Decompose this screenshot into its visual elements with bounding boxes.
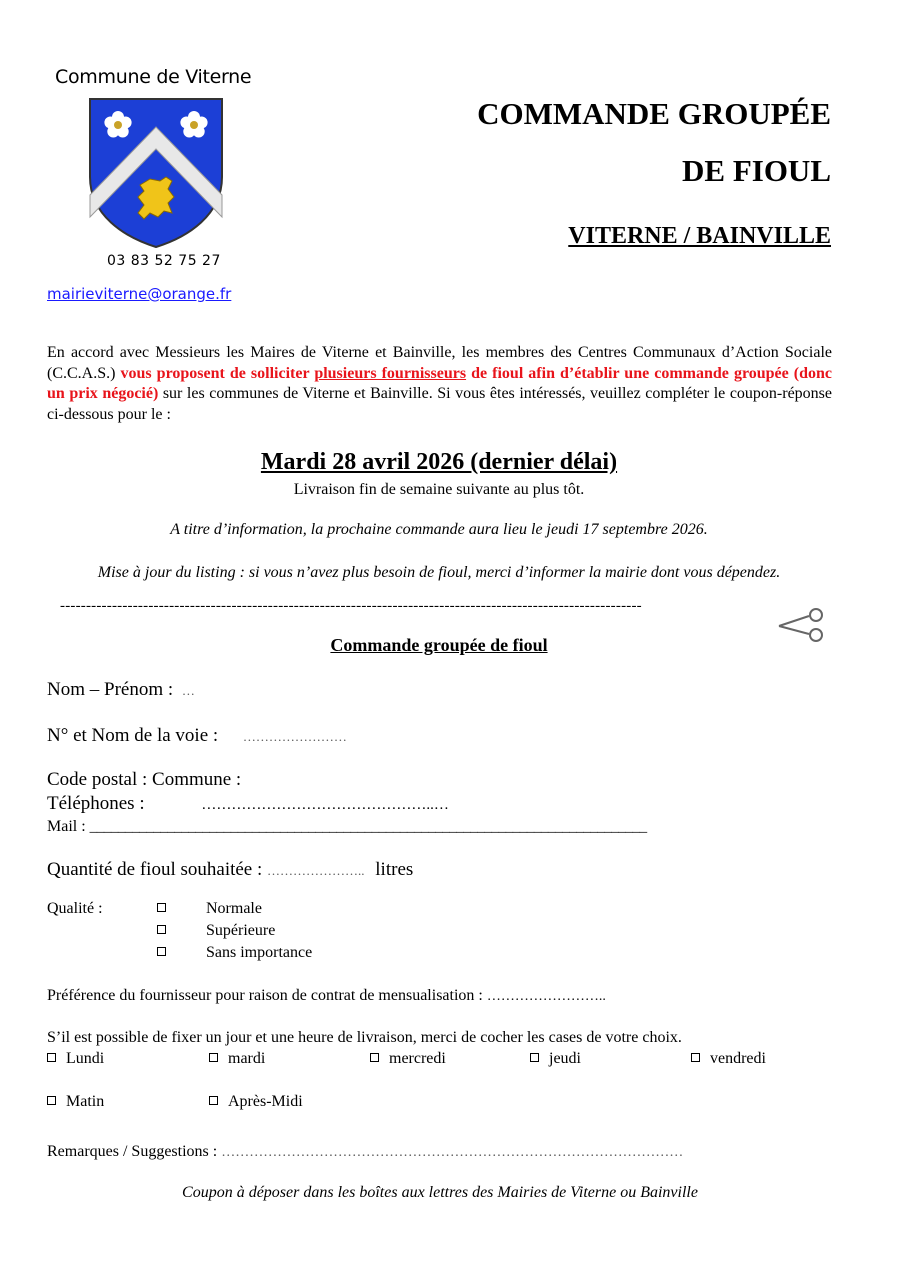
- quality-option-label: Sans importance: [206, 944, 313, 961]
- intro-text-5: sur les communes de Viterne et Bainville. Si vous êtes intéressés, veuillez compléter le coupon-réponse ci-dessous pour le :: [47, 385, 833, 423]
- postal-field[interactable]: [47, 769, 241, 791]
- day-option-jeudi[interactable]: [530, 1050, 581, 1068]
- email-link[interactable]: mairieviterne@orange.fr: [47, 285, 232, 303]
- intro-text-1: En accord avec Messieurs les Maires de Viterne et Bainville, les membres des Centres Communaux d’Action Sociale (C.C.A.S.): [47, 344, 832, 382]
- delivery-note: Livraison fin de semaine suivante au plus tôt.: [293, 481, 585, 498]
- next-order-info: A titre d’information, la prochaine commande aura lieu le jeudi 17 septembre 2026.: [170, 521, 708, 538]
- listing-info: Mise à jour du listing : si vous n’avez plus besoin de fioul, merci d’informer la mairie dont vous dépendez.: [97, 564, 781, 581]
- form-title: Commande groupée de fioul: [330, 635, 548, 655]
- remarks-label: Remarques / Suggestions :: [47, 1143, 218, 1160]
- day-label: mardi: [228, 1050, 266, 1067]
- quality-option-superior[interactable]: [157, 922, 275, 940]
- checkbox[interactable]: [157, 947, 166, 956]
- checkbox[interactable]: [47, 1096, 56, 1105]
- quality-option-label: Normale: [206, 900, 262, 917]
- remarks-field[interactable]: [47, 1143, 683, 1161]
- day-option-lundi[interactable]: [47, 1050, 104, 1068]
- coat-of-arms-icon: [88, 97, 224, 249]
- quality-option-label: Supérieure: [206, 922, 276, 939]
- intro-text-4: de fioul afin d’établir une commande groupée (donc un prix négocié): [47, 364, 833, 402]
- quality-option-normal[interactable]: [157, 900, 262, 918]
- day-label: mercredi: [389, 1050, 446, 1067]
- mail-line: _______________________________________________________________________________: [89, 819, 647, 835]
- day-label: Lundi: [66, 1050, 105, 1067]
- checkbox[interactable]: [209, 1053, 218, 1062]
- name-dots: …: [181, 683, 195, 698]
- checkbox[interactable]: [691, 1053, 700, 1062]
- page-title-line1: COMMANDE GROUPÉE: [477, 96, 831, 131]
- day-instruction: S’il est possible de fixer un jour et une heure de livraison, merci de cocher les cases de votre choix.: [47, 1029, 682, 1046]
- time-option-matin[interactable]: [47, 1093, 104, 1111]
- commune-name: Commune de Viterne: [55, 66, 252, 88]
- quantity-unit: litres: [375, 859, 414, 880]
- cut-line: ----------------------------------------------------------------------------------------------------------------: [60, 598, 642, 614]
- day-label: jeudi: [549, 1050, 581, 1067]
- time-option-apres-midi[interactable]: [209, 1093, 303, 1111]
- supplier-label: Préférence du fournisseur pour raison de contrat de mensualisation :: [47, 987, 483, 1004]
- name-field[interactable]: [47, 679, 195, 701]
- remarks-dots: ………………………………………………………………………………………: [221, 1145, 684, 1160]
- phone-number: 03 83 52 75 27: [107, 253, 221, 269]
- checkbox[interactable]: [47, 1053, 56, 1062]
- page-subtitle: VITERNE / BAINVILLE: [568, 223, 831, 249]
- street-dots: ……………………: [242, 729, 347, 744]
- time-label: Matin: [66, 1093, 105, 1110]
- street-label: N° et Nom de la voie :: [47, 725, 219, 746]
- phone-label: Téléphones :: [47, 793, 145, 814]
- day-option-mercredi[interactable]: [370, 1050, 446, 1068]
- day-label: vendredi: [710, 1050, 766, 1067]
- deadline: Mardi 28 avril 2026 (dernier délai): [260, 449, 618, 475]
- supplier-dots: ……………………..: [486, 989, 606, 1004]
- coupon-note: Coupon à déposer dans les boîtes aux lettres des Mairies de Viterne ou Bainville: [182, 1184, 698, 1201]
- checkbox[interactable]: [157, 925, 166, 934]
- supplier-field[interactable]: [47, 987, 606, 1005]
- day-option-mardi[interactable]: [209, 1050, 265, 1068]
- street-field[interactable]: [47, 725, 347, 747]
- checkbox[interactable]: [157, 903, 166, 912]
- quantity-dots: …………………..: [267, 863, 365, 878]
- postal-label: Code postal : Commune :: [47, 769, 242, 790]
- page-title-line2: DE FIOUL: [682, 153, 831, 188]
- phone-dots: ………………………………………..…: [201, 797, 449, 813]
- checkbox[interactable]: [530, 1053, 539, 1062]
- intro-text-3: plusieurs fournisseurs: [314, 364, 467, 382]
- checkbox[interactable]: [209, 1096, 218, 1105]
- name-label: Nom – Prénom :: [47, 679, 174, 700]
- checkbox[interactable]: [370, 1053, 379, 1062]
- day-option-vendredi[interactable]: [691, 1050, 766, 1068]
- phone-field[interactable]: [47, 793, 449, 815]
- quality-label: Qualité :: [47, 900, 103, 917]
- mail-label: Mail :: [47, 818, 86, 835]
- time-label: Après-Midi: [228, 1093, 303, 1110]
- quantity-field[interactable]: [47, 859, 413, 881]
- mail-field[interactable]: [47, 818, 647, 836]
- quality-option-any[interactable]: [157, 944, 312, 962]
- intro-text-2: vous proposent de solliciter: [120, 364, 315, 382]
- quantity-label: Quantité de fioul souhaitée :: [47, 859, 263, 880]
- intro-paragraph: [47, 343, 832, 425]
